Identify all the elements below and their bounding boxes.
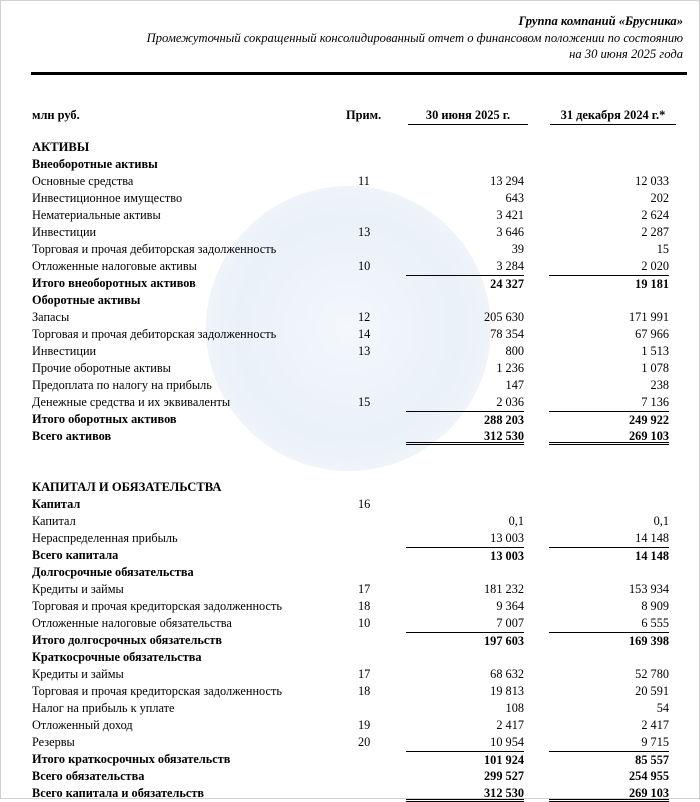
row-label: Налог на прибыль к уплате	[32, 701, 175, 715]
table-row	[1, 241, 700, 258]
row-value-2024: 2 417	[641, 718, 669, 732]
row-label: Предоплата по налогу на прибыль	[32, 378, 212, 392]
row-label: Итого оборотных активов	[32, 412, 177, 426]
table-row	[1, 360, 700, 377]
table-row	[1, 479, 700, 496]
row-value-2024: 19 181	[549, 275, 669, 292]
row-note: 16	[358, 497, 371, 511]
table-row	[1, 411, 700, 428]
row-value-2025: 13 294	[490, 174, 524, 188]
row-note: 12	[358, 310, 371, 324]
row-label: Капитал	[32, 497, 81, 511]
row-label: Внеоборотные активы	[32, 157, 158, 171]
row-value-2025: 19 813	[490, 684, 524, 698]
row-value-2025: 108	[505, 701, 524, 715]
table-row	[1, 547, 700, 564]
row-value-2024: 12 033	[635, 174, 669, 188]
row-value-2025: 13 003	[490, 531, 524, 545]
row-note: 14	[358, 327, 371, 341]
row-value-2025: 39	[511, 242, 524, 256]
row-label: Кредиты и займы	[32, 582, 124, 596]
row-value-2024: 15	[656, 242, 669, 256]
table-row	[1, 156, 700, 173]
row-note: 11	[358, 174, 370, 188]
row-value-2024: 20 591	[635, 684, 669, 698]
row-label: Запасы	[32, 310, 70, 324]
period1-column-header: 30 июня 2025 г.	[408, 108, 528, 125]
row-label: Торговая и прочая дебиторская задолженность	[32, 327, 277, 341]
row-label: Отложенный доход	[32, 718, 133, 732]
table-row	[1, 377, 700, 394]
company-name: Группа компаний «Брусника»	[518, 14, 683, 28]
row-note: 15	[358, 395, 371, 409]
row-label: Всего капитала	[32, 548, 119, 562]
row-label: Всего активов	[32, 429, 112, 443]
row-value-2024: 14 148	[635, 531, 669, 545]
row-value-2024: 6 555	[641, 616, 669, 630]
row-value-2024: 202	[650, 191, 669, 205]
row-label: Итого долгосрочных обязательств	[32, 633, 223, 647]
row-label: КАПИТАЛ И ОБЯЗАТЕЛЬСТВА	[32, 480, 222, 494]
table-row	[1, 394, 700, 411]
table-row	[1, 173, 700, 190]
table-row	[1, 615, 700, 632]
row-label: Основные средства	[32, 174, 134, 188]
table-row	[1, 343, 700, 360]
row-value-2025: 205 630	[484, 310, 524, 324]
table-row	[1, 666, 700, 683]
row-label: Торговая и прочая кредиторская задолженность	[32, 684, 282, 698]
row-label: Нераспределенная прибыль	[32, 531, 178, 545]
row-value-2025: 1 236	[496, 361, 524, 375]
row-value-2024: 2 020	[641, 259, 669, 273]
table-row	[1, 768, 700, 785]
table-row	[1, 207, 700, 224]
table-row	[1, 530, 700, 547]
row-note: 17	[358, 667, 371, 681]
row-note: 20	[358, 735, 371, 749]
table-row	[1, 751, 700, 768]
row-label: Краткосрочные обязательства	[32, 650, 202, 664]
row-note: 13	[358, 344, 371, 358]
row-value-2025: 24 327	[406, 275, 524, 292]
row-label: Кредиты и займы	[32, 667, 124, 681]
table-row	[1, 309, 700, 326]
row-value-2025: 312 530	[406, 785, 524, 802]
table-row	[1, 496, 700, 513]
row-label: Всего капитала и обязательств	[32, 786, 205, 800]
table-row	[1, 700, 700, 717]
row-value-2024: 153 934	[629, 582, 669, 596]
row-value-2025: 10 954	[490, 735, 524, 749]
table-row	[1, 734, 700, 751]
row-value-2025: 78 354	[490, 327, 524, 341]
row-label: Торговая и прочая кредиторская задолженность	[32, 599, 282, 613]
row-value-2024: 7 136	[641, 395, 669, 409]
table-row	[1, 445, 700, 462]
row-value-2025: 643	[505, 191, 524, 205]
row-value-2025: 299 527	[484, 769, 524, 783]
row-value-2024: 0,1	[653, 514, 669, 528]
row-value-2024: 54	[656, 701, 669, 715]
row-value-2025: 3 646	[496, 225, 524, 239]
row-label: Торговая и прочая дебиторская задолженность	[32, 242, 277, 256]
row-value-2024: 269 103	[549, 785, 669, 802]
balance-sheet-table	[1, 139, 700, 802]
row-value-2025: 101 924	[406, 751, 524, 768]
row-value-2024: 1 513	[641, 344, 669, 358]
row-value-2024: 169 398	[549, 632, 669, 649]
note-column-header: Прим.	[346, 108, 382, 122]
header-divider	[31, 72, 687, 75]
row-label: Всего обязательства	[32, 769, 145, 783]
row-label: Итого внеоборотных активов	[32, 276, 196, 290]
table-row	[1, 683, 700, 700]
table-row	[1, 564, 700, 581]
table-row	[1, 275, 700, 292]
units-label: млн руб.	[32, 108, 80, 122]
row-value-2025: 288 203	[406, 411, 524, 428]
report-title-line2: на 30 июня 2025 года	[569, 47, 683, 61]
row-label: АКТИВЫ	[32, 140, 90, 154]
row-label: Оборотные активы	[32, 293, 141, 307]
row-value-2025: 68 632	[490, 667, 524, 681]
row-value-2024: 8 909	[641, 599, 669, 613]
row-value-2025: 181 232	[484, 582, 524, 596]
row-label: Капитал	[32, 514, 76, 528]
table-row	[1, 598, 700, 615]
row-value-2024: 238	[650, 378, 669, 392]
row-label: Итого краткосрочных обязательств	[32, 752, 231, 766]
table-row	[1, 428, 700, 445]
report-title-line1: Промежуточный сокращенный консолидированный отчет о финансовом положении по состоянию	[146, 30, 683, 45]
row-label: Прочие оборотные активы	[32, 361, 171, 375]
table-row	[1, 190, 700, 207]
row-label: Инвестиции	[32, 225, 97, 239]
row-label: Отложенные налоговые активы	[32, 259, 197, 273]
row-value-2024: 85 557	[549, 751, 669, 768]
row-value-2024: 52 780	[635, 667, 669, 681]
row-note: 18	[358, 599, 371, 613]
row-value-2025: 2 417	[496, 718, 524, 732]
row-value-2025: 0,1	[508, 514, 524, 528]
table-row	[1, 649, 700, 666]
report-header	[147, 13, 683, 63]
row-note: 10	[358, 259, 371, 273]
row-label: Долгосрочные обязательства	[32, 565, 194, 579]
row-value-2025: 13 003	[406, 547, 524, 564]
row-note: 13	[358, 225, 371, 239]
row-value-2024: 67 966	[635, 327, 669, 341]
row-value-2025: 800	[505, 344, 524, 358]
row-value-2025: 312 530	[406, 428, 524, 445]
table-row	[1, 258, 700, 275]
row-label: Отложенные налоговые обязательства	[32, 616, 232, 630]
row-value-2025: 9 364	[496, 599, 524, 613]
row-value-2024: 269 103	[549, 428, 669, 445]
row-label: Нематериальные активы	[32, 208, 161, 222]
row-value-2025: 197 603	[406, 632, 524, 649]
table-row	[1, 292, 700, 309]
row-label: Инвестиционное имущество	[32, 191, 183, 205]
row-value-2025: 3 421	[496, 208, 524, 222]
period2-column-header: 31 декабря 2024 г.*	[550, 108, 676, 125]
row-note: 19	[358, 718, 371, 732]
table-row	[1, 139, 700, 156]
table-row	[1, 513, 700, 530]
row-value-2024: 254 955	[629, 769, 669, 783]
row-value-2025: 2 036	[496, 395, 524, 409]
row-value-2025: 7 007	[496, 616, 524, 630]
row-value-2024: 171 991	[629, 310, 669, 324]
row-label: Денежные средства и их эквиваленты	[32, 395, 231, 409]
row-value-2024: 9 715	[641, 735, 669, 749]
table-row	[1, 632, 700, 649]
table-row	[1, 581, 700, 598]
row-value-2024: 2 287	[641, 225, 669, 239]
row-note: 17	[358, 582, 371, 596]
row-value-2024: 14 148	[549, 547, 669, 564]
table-row	[1, 717, 700, 734]
row-note: 10	[358, 616, 371, 630]
row-value-2024: 1 078	[641, 361, 669, 375]
row-label: Инвестиции	[32, 344, 97, 358]
row-value-2024: 249 922	[549, 411, 669, 428]
row-value-2024: 2 624	[641, 208, 669, 222]
row-note: 18	[358, 684, 371, 698]
table-row	[1, 785, 700, 802]
table-row	[1, 326, 700, 343]
table-row	[1, 224, 700, 241]
row-value-2025: 3 284	[496, 259, 524, 273]
row-label: Резервы	[32, 735, 75, 749]
row-value-2025: 147	[505, 378, 524, 392]
table-row	[1, 462, 700, 479]
